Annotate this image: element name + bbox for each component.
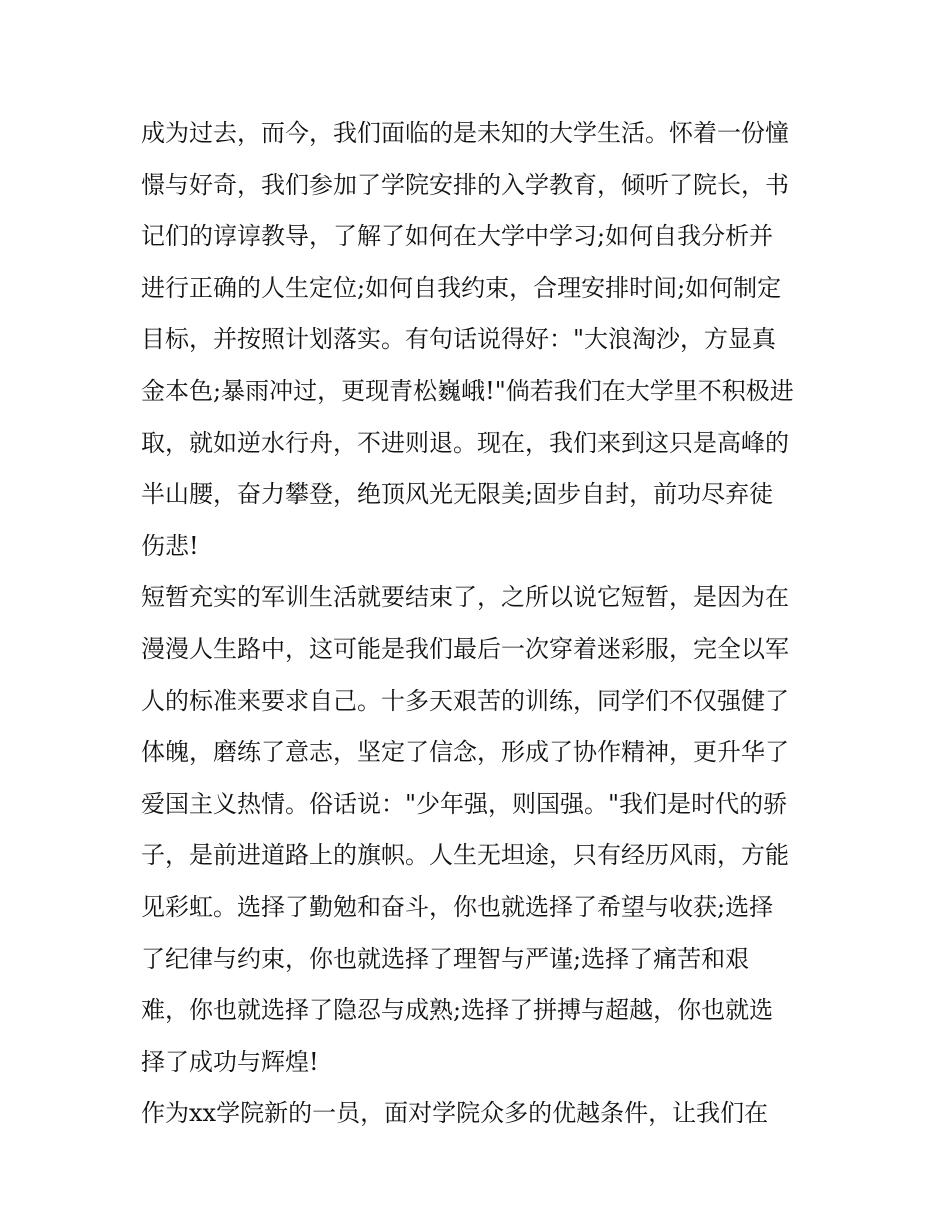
text-line: 了纪律与约束，你也就选择了理智与严谨;选择了痛苦和艰	[141, 944, 750, 973]
text-line: 进行正确的人生定位;如何自我约束，合理安排时间;如何制定	[141, 273, 782, 302]
text-line: 金本色;暴雨冲过，更现青松巍峨!"倘若我们在大学里不积极进	[141, 376, 794, 405]
text-line: 成为过去，而今，我们面临的是未知的大学生活。怀着一份憧	[141, 119, 789, 147]
text-line: 目标，并按照计划落实。有句话说得好："大浪淘沙，方显真	[141, 325, 777, 354]
text-line: 取，就如逆水行舟，不进则退。现在，我们来到这只是高峰的	[141, 428, 789, 457]
text-line: 爱国主义热情。俗话说："少年强，则国强。"我们是时代的骄	[141, 789, 788, 818]
text-line: 择了成功与辉煌!	[141, 1047, 319, 1076]
text-line: 憬与好奇，我们参加了学院安排的入学教育，倾听了院长，书	[141, 170, 789, 199]
text-line: 半山腰，奋力攀登，绝顶风光无限美;固步自封，前功尽弃徒	[141, 480, 774, 509]
text-line: 人的标准来要求自己。十多天艰苦的训练，同学们不仅强健了	[141, 686, 789, 715]
text-line: 短暂充实的军训生活就要结束了，之所以说它短暂，是因为在	[141, 583, 789, 612]
text-line: 伤悲!	[141, 531, 199, 560]
body-text	[141, 108, 831, 1140]
text-line: 作为xx学院新的一员，面对学院众多的优越条件，让我们在	[141, 1099, 769, 1128]
text-line: 见彩虹。选择了勤勉和奋斗，你也就选择了希望与收获;选择	[141, 892, 774, 921]
text-line: 记们的谆谆教导，了解了如何在大学中学习;如何自我分析并	[141, 222, 774, 251]
text-line: 体魄，磨练了意志，坚定了信念，形成了协作精神，更升华了	[141, 738, 789, 767]
text-line: 难，你也就选择了隐忍与成熟;选择了拼搏与超越，你也就选	[141, 996, 774, 1025]
text-line: 子，是前进道路上的旗帜。人生无坦途，只有经历风雨，方能	[141, 841, 789, 870]
text-line: 漫漫人生路中，这可能是我们最后一次穿着迷彩服，完全以军	[141, 634, 789, 663]
